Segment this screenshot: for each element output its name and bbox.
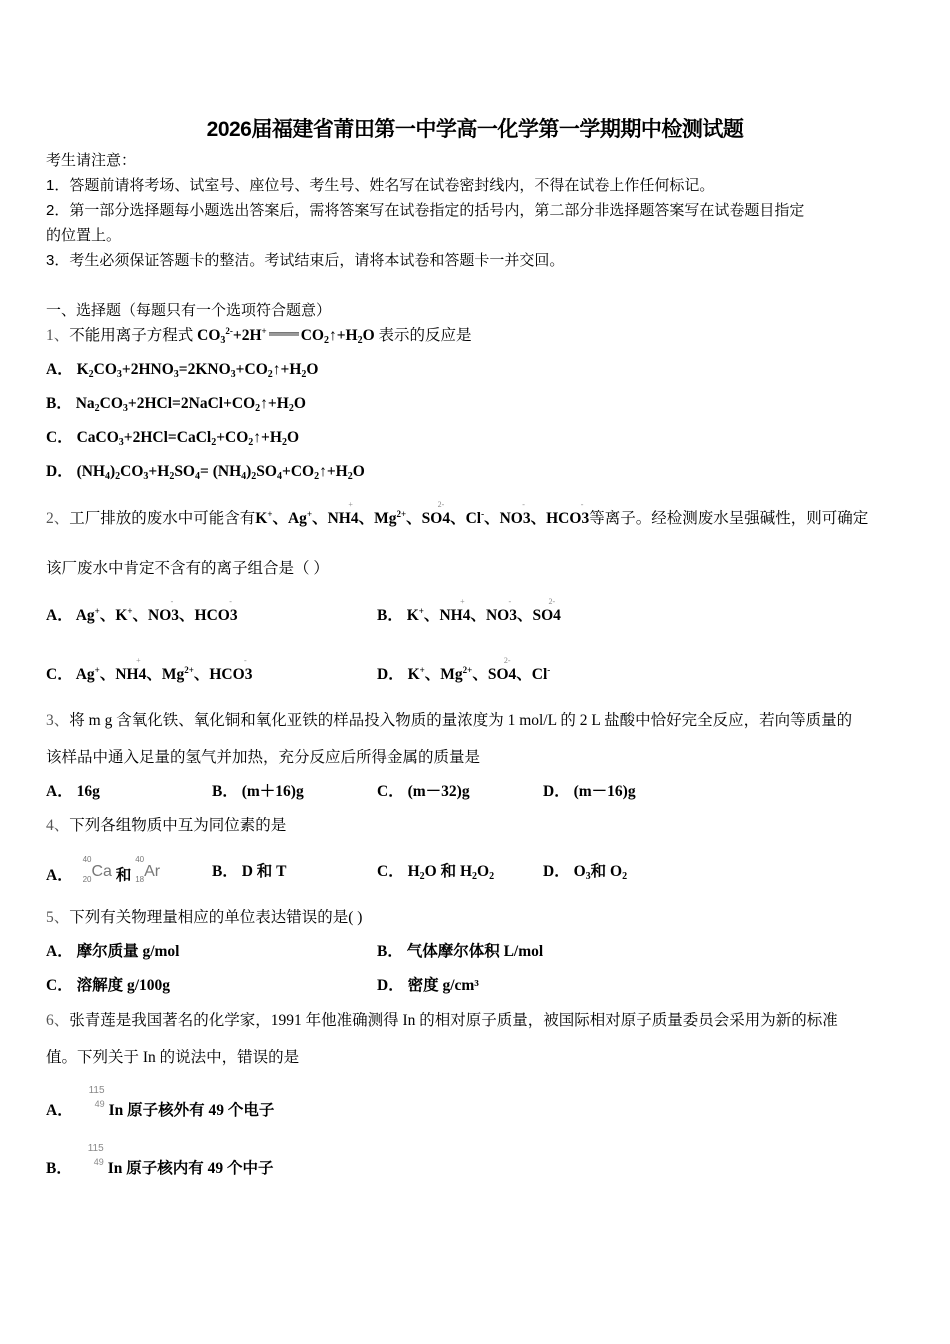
q2-option-d[interactable]: D． K+、$Mg^{2+}$、SO 2- 4、Cl- [377, 656, 551, 683]
section-heading: 一、选择题（每题只有一个选项符合题意） [46, 302, 332, 319]
q3-option-a[interactable]: A． 16g [46, 783, 100, 800]
question-4-stem: 4、下列各组物质中互为同位素的是 [46, 817, 287, 834]
question-2-stem-line2: 该厂废水中肯定不含有的离子组合是（ ） [46, 560, 329, 577]
q3-option-b[interactable]: B． (m＋16)g [212, 783, 304, 800]
nuclide-in: 115 49 [88, 1085, 105, 1109]
ion-list: K+、Ag+、NH + 4、$Mg^{2+}$、SO 2- 4、Cl-、NO - 3、HCO - 3 [255, 500, 590, 527]
notice-item-2: 2．第一部分选择题每小题选出答案后，需将答案写在试卷指定的括号内，第二部分非选择题答案写在试卷题目指定 [46, 202, 805, 219]
question-5-stem: 5、下列有关物理量相应的单位表达错误的是( ) [46, 909, 363, 926]
q2-option-a[interactable]: A． Ag+、K+、NO - 3、HCO - 3 [46, 597, 238, 624]
question-3-stem-line1: 3、将 m g 含氧化铁、氧化铜和氧化亚铁的样品投入物质的量浓度为 1 mol/L 的 2 L 盐酸中恰好完全反应，若向等质量的 [46, 712, 853, 729]
notice-item-3: 3．考生必须保证答题卡的整洁。考试结束后，请将本试卷和答题卡一并交回。 [46, 252, 565, 269]
q4-option-a[interactable]: A． 40 20Ca 和 40 18Ar [46, 862, 160, 890]
q1-option-d[interactable]: D． $(NH_4)_2CO_3+H_2SO_4=$ $(NH_4)_2SO_4+CO_2↑+H_2O$ [46, 463, 365, 482]
question-1-stem [46, 326, 472, 346]
q4-option-c[interactable]: C． $H_2O$ 和 $H_2O_2$ [377, 863, 495, 882]
question-number: 1、 [46, 327, 70, 344]
q6-option-b[interactable]: B． 115 49 In 原子核内有 49 个中子 [46, 1143, 274, 1177]
notice-item-1: 1．答题前请将考场、试室号、座位号、考生号、姓名写在试卷密封线内，不得在试卷上作任何标记。 [46, 177, 715, 194]
nuclide-in: 115 49 [87, 1143, 104, 1167]
q3-option-d[interactable]: D． (m－16)g [543, 783, 636, 800]
stem-prefix: 不能用离子方程式 [69, 327, 194, 344]
q4-option-d[interactable]: D． $O_3$和 $O_2$ [543, 863, 628, 882]
question-6-stem-line2: 值。下列关于 In 的说法中，错误的是 [46, 1049, 300, 1066]
equals-bar-icon [269, 332, 299, 336]
q6-option-a[interactable]: A． 115 49 In 原子核外有 49 个电子 [46, 1085, 275, 1119]
isotope-ca: 40 20Ca [82, 855, 112, 884]
q4-option-b[interactable]: B． D 和 T [212, 863, 287, 880]
q5-option-a[interactable]: A． 摩尔质量 g/mol [46, 943, 180, 960]
question-2-stem-line1: 2、工厂排放的废水中可能含有K+、Ag+、NH + 4、$Mg^{2+}$、SO 2- 4、Cl-、NO - 3、HCO - 3等离子。经检测废水呈强碱性，则可确定 [46, 500, 869, 527]
page-title: 2026届福建省莆田第一中学高一化学第一学期期中检测试题 [206, 118, 744, 141]
q1-option-b[interactable]: B． $Na_2CO_3+2HCl=2NaCl+CO_2↑+H_2O$ [46, 395, 306, 414]
notice-heading: 考生请注意： [46, 152, 137, 169]
q5-option-b[interactable]: B． 气体摩尔体积 L/mol [377, 943, 544, 960]
stem-suffix: 表示的反应是 [378, 327, 472, 344]
isotope-ar: 40 18Ar [135, 855, 161, 884]
ionic-equation: $CO_3^{2-}+2H^+$ $CO_2↑+H_2O$ [197, 326, 375, 346]
question-3-stem-line2: 该样品中通入足量的氢气并加热，充分反应后所得金属的质量是 [46, 749, 481, 766]
q1-option-c[interactable]: C． $CaCO_3+2HCl=CaCl_2+CO_2↑+H_2O$ [46, 429, 299, 448]
q2-option-c[interactable]: C． Ag+、NH + 4、$Mg^{2+}$、HCO - 3 [46, 656, 253, 683]
question-6-stem-line1: 6、张青莲是我国著名的化学家，1991 年他准确测得 In 的相对原子质量，被国际相对原子质量委员会采用为新的标准 [46, 1012, 838, 1029]
q3-option-c[interactable]: C． (m－32)g [377, 783, 470, 800]
q5-option-c[interactable]: C． 溶解度 g/100g [46, 977, 171, 994]
q1-option-a[interactable]: A． $K_2CO_3+2HNO_3=2KNO_3+CO_2↑+H_2O$ [46, 361, 319, 380]
q5-option-d[interactable]: D． 密度 g/cm³ [377, 977, 479, 994]
q2-option-b[interactable]: B． K+、NH + 4、NO - 3、SO 2- 4 [377, 597, 561, 624]
notice-item-2-cont: 的位置上。 [46, 227, 122, 244]
